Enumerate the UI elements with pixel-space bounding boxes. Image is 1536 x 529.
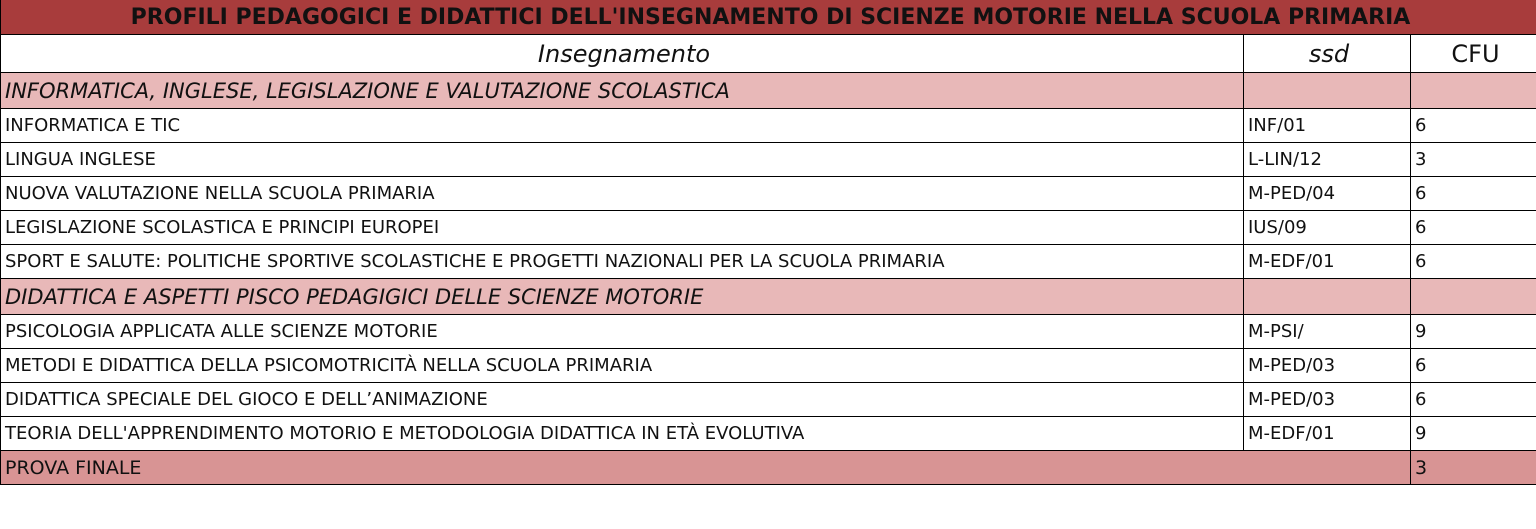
course-ssd: M-PSI/ xyxy=(1244,315,1411,349)
course-ssd: M-PED/04 xyxy=(1244,177,1411,211)
section-cfu-empty xyxy=(1411,73,1536,109)
final-cfu: 3 xyxy=(1411,451,1536,485)
course-cfu: 9 xyxy=(1411,315,1536,349)
section-label: INFORMATICA, INGLESE, LEGISLAZIONE E VALUTAZIONE SCOLASTICA xyxy=(1,73,1244,109)
course-cfu: 6 xyxy=(1411,349,1536,383)
course-name: PSICOLOGIA APPLICATA ALLE SCIENZE MOTORIE xyxy=(1,315,1244,349)
final-label: PROVA FINALE xyxy=(1,451,1411,485)
table-row xyxy=(1,349,1536,383)
section-cfu-empty xyxy=(1411,279,1536,315)
course-ssd: L-LIN/12 xyxy=(1244,143,1411,177)
header-row xyxy=(1,35,1536,73)
course-cfu: 6 xyxy=(1411,177,1536,211)
header-insegnamento: Insegnamento xyxy=(1,35,1244,73)
table-row xyxy=(1,315,1536,349)
section-ssd-empty xyxy=(1244,73,1411,109)
course-ssd: M-EDF/01 xyxy=(1244,417,1411,451)
course-ssd: M-PED/03 xyxy=(1244,349,1411,383)
table-row xyxy=(1,211,1536,245)
table-row xyxy=(1,417,1536,451)
course-ssd: INF/01 xyxy=(1244,109,1411,143)
course-name: TEORIA DELL'APPRENDIMENTO MOTORIO E METODOLOGIA DIDATTICA IN ETÀ EVOLUTIVA xyxy=(1,417,1244,451)
table-title: PROFILI PEDAGOGICI E DIDATTICI DELL'INSEGNAMENTO DI SCIENZE MOTORIE NELLA SCUOLA PRIMARIA xyxy=(1,0,1536,35)
course-cfu: 6 xyxy=(1411,383,1536,417)
section-row xyxy=(1,279,1536,315)
section-label: DIDATTICA E ASPETTI PISCO PEDAGIGICI DELLE SCIENZE MOTORIE xyxy=(1,279,1244,315)
final-row xyxy=(1,451,1536,485)
course-cfu: 9 xyxy=(1411,417,1536,451)
course-ssd: M-PED/03 xyxy=(1244,383,1411,417)
title-row xyxy=(1,0,1536,35)
table-row xyxy=(1,109,1536,143)
table-row xyxy=(1,383,1536,417)
table-row xyxy=(1,245,1536,279)
course-name: SPORT E SALUTE: POLITICHE SPORTIVE SCOLASTICHE E PROGETTI NAZIONALI PER LA SCUOLA PRIMARIA xyxy=(1,245,1244,279)
course-name: DIDATTICA SPECIALE DEL GIOCO E DELL’ANIMAZIONE xyxy=(1,383,1244,417)
section-ssd-empty xyxy=(1244,279,1411,315)
course-cfu: 6 xyxy=(1411,211,1536,245)
course-cfu: 6 xyxy=(1411,245,1536,279)
course-cfu: 3 xyxy=(1411,143,1536,177)
header-cfu: CFU xyxy=(1411,35,1536,73)
course-name: INFORMATICA E TIC xyxy=(1,109,1244,143)
course-name: LINGUA INGLESE xyxy=(1,143,1244,177)
course-ssd: M-EDF/01 xyxy=(1244,245,1411,279)
course-name: METODI E DIDATTICA DELLA PSICOMOTRICITÀ NELLA SCUOLA PRIMARIA xyxy=(1,349,1244,383)
header-ssd: ssd xyxy=(1244,35,1411,73)
table-row xyxy=(1,177,1536,211)
course-name: NUOVA VALUTAZIONE NELLA SCUOLA PRIMARIA xyxy=(1,177,1244,211)
course-ssd: IUS/09 xyxy=(1244,211,1411,245)
course-cfu: 6 xyxy=(1411,109,1536,143)
table-row xyxy=(1,143,1536,177)
section-row xyxy=(1,73,1536,109)
course-name: LEGISLAZIONE SCOLASTICA E PRINCIPI EUROPEI xyxy=(1,211,1244,245)
